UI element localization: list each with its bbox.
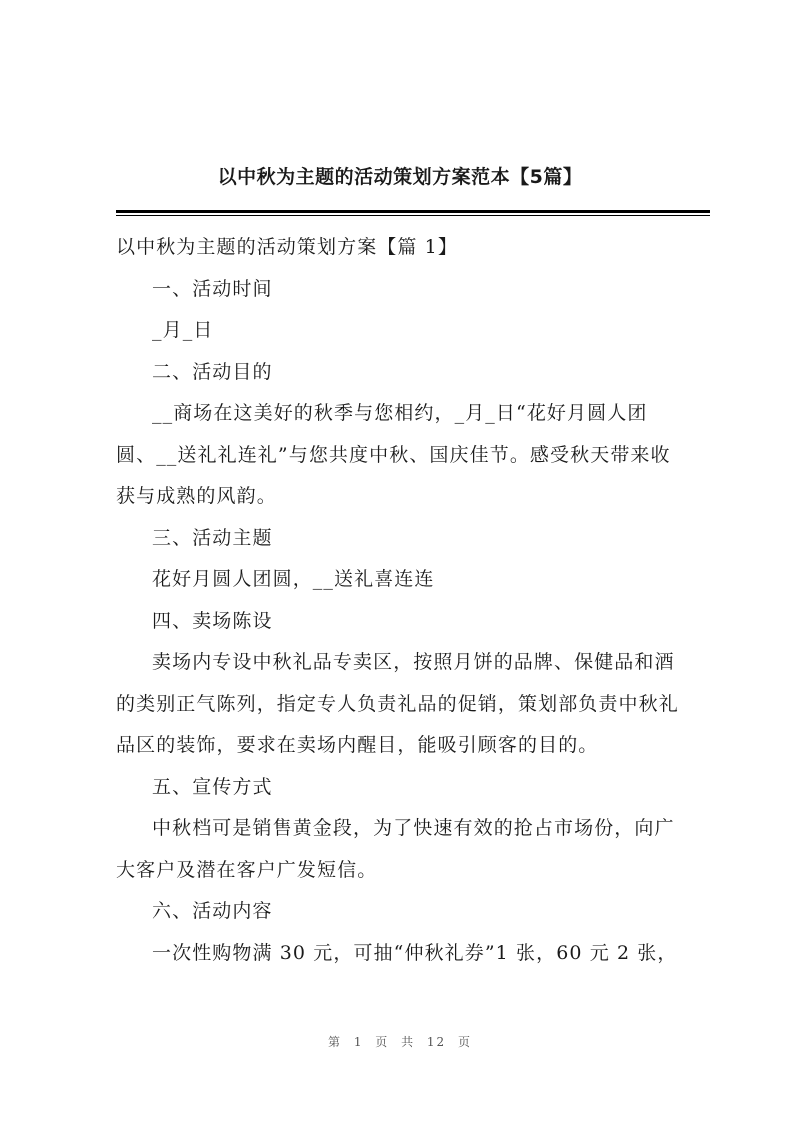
body-line: 六、活动内容	[152, 900, 273, 922]
body-line: 一、活动时间	[152, 277, 273, 300]
body-line: 三、活动主题	[152, 526, 273, 549]
document-title: 以中秋为主题的活动策划方案范本【5篇】	[217, 166, 583, 188]
body-line: 中秋档可是销售黄金段，为了快速有效的抢占市场份，向广	[152, 817, 675, 839]
document-body	[116, 227, 710, 974]
body-line: 花好月圆人团圆，__送礼喜连连	[152, 568, 435, 590]
body-line: 的类别正气陈列，指定专人负责礼品的促销，策划部负责中秋礼	[116, 692, 679, 715]
body-line: __商场在这美好的秋季与您相约，_月_日“花好月圆人团	[152, 402, 648, 424]
body-line: 二、活动目的	[152, 360, 273, 383]
page-footer: 第 1 页 共 12 页	[328, 1035, 472, 1049]
body-line: 以中秋为主题的活动策划方案【篇 1】	[116, 236, 458, 258]
body-line: 品区的装饰，要求在卖场内醒目，能吸引顾客的目的。	[116, 734, 599, 756]
body-line: 获与成熟的风韵。	[116, 485, 277, 507]
body-line: 四、卖场陈设	[152, 609, 273, 632]
body-line: 卖场内专设中秋礼品专卖区，按照月饼的品牌、保健品和酒	[152, 651, 675, 673]
body-line: 一次性购物满 30 元，可抽“仲秋礼券”1 张，60 元 2 张，	[152, 941, 678, 964]
body-line: 五、宣传方式	[152, 775, 273, 798]
body-line: 圆、__送礼礼连礼”与您共度中秋、国庆佳节。感受秋天带来收	[116, 443, 671, 466]
title-underline-thin	[116, 215, 710, 216]
title-underline	[116, 210, 710, 213]
body-line: 大客户及潜在客户广发短信。	[116, 858, 378, 881]
body-line: _月_日	[152, 319, 214, 341]
